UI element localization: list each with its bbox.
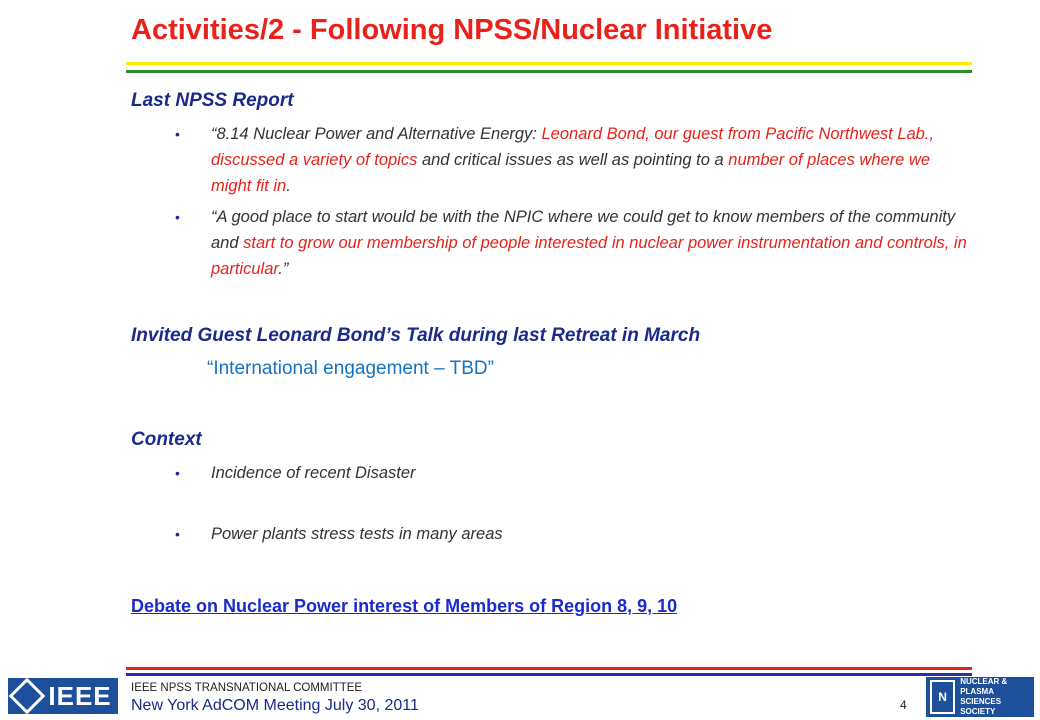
footer-rule-red	[126, 667, 972, 670]
section-heading-context: Context	[131, 429, 202, 450]
context-item: Incidence of recent Disaster	[211, 464, 416, 482]
npss-emblem-icon: N	[930, 680, 955, 714]
slide-title: Activities/2 - Following NPSS/Nuclear Initiative	[131, 14, 773, 46]
bullet-dot: •	[175, 465, 180, 481]
title-rule-green	[126, 70, 972, 73]
npss-logo	[926, 677, 1034, 717]
npss-logo-text: NUCLEAR & PLASMA SCIENCES SOCIETY	[960, 677, 1008, 716]
bullet-dot: •	[175, 126, 180, 142]
debate-link[interactable]: Debate on Nuclear Power interest of Members of Region 8, 9, 10	[131, 596, 678, 616]
talk-quote: “International engagement – TBD”	[207, 358, 494, 379]
bullet-dot: •	[175, 526, 180, 542]
title-rule-yellow	[126, 62, 972, 65]
ieee-diamond-icon	[9, 678, 46, 715]
ieee-logo	[8, 678, 118, 714]
footer-rule-blue	[126, 673, 972, 676]
context-item: Power plants stress tests in many areas	[211, 525, 503, 543]
bullet-dot: •	[175, 209, 180, 225]
section-heading-last-report: Last NPSS Report	[131, 90, 294, 111]
footer-meeting: New York AdCOM Meeting July 30, 2011	[131, 697, 419, 714]
footer-organization: IEEE NPSS TRANSNATIONAL COMMITTEE	[131, 682, 363, 694]
section-heading-invited-guest: Invited Guest Leonard Bond’s Talk during last Retreat in March	[131, 325, 701, 346]
page-number: 4	[900, 698, 907, 712]
bullet-text-report-1: “8.14 Nuclear Power and Alternative Energy: Leonard Bond, our guest from Pacific Northwest Lab., discussed a variety of topics and critical issues as well as pointing to a number of places where we might fit in.	[211, 125, 935, 195]
bullet-text-report-2: “A good place to start would be with the NPIC where we could get to know members of the community and start to grow our membership of people interested in nuclear power instrumentation and controls, in particular.”	[211, 208, 967, 278]
ieee-logo-text: IEEE	[48, 680, 112, 711]
